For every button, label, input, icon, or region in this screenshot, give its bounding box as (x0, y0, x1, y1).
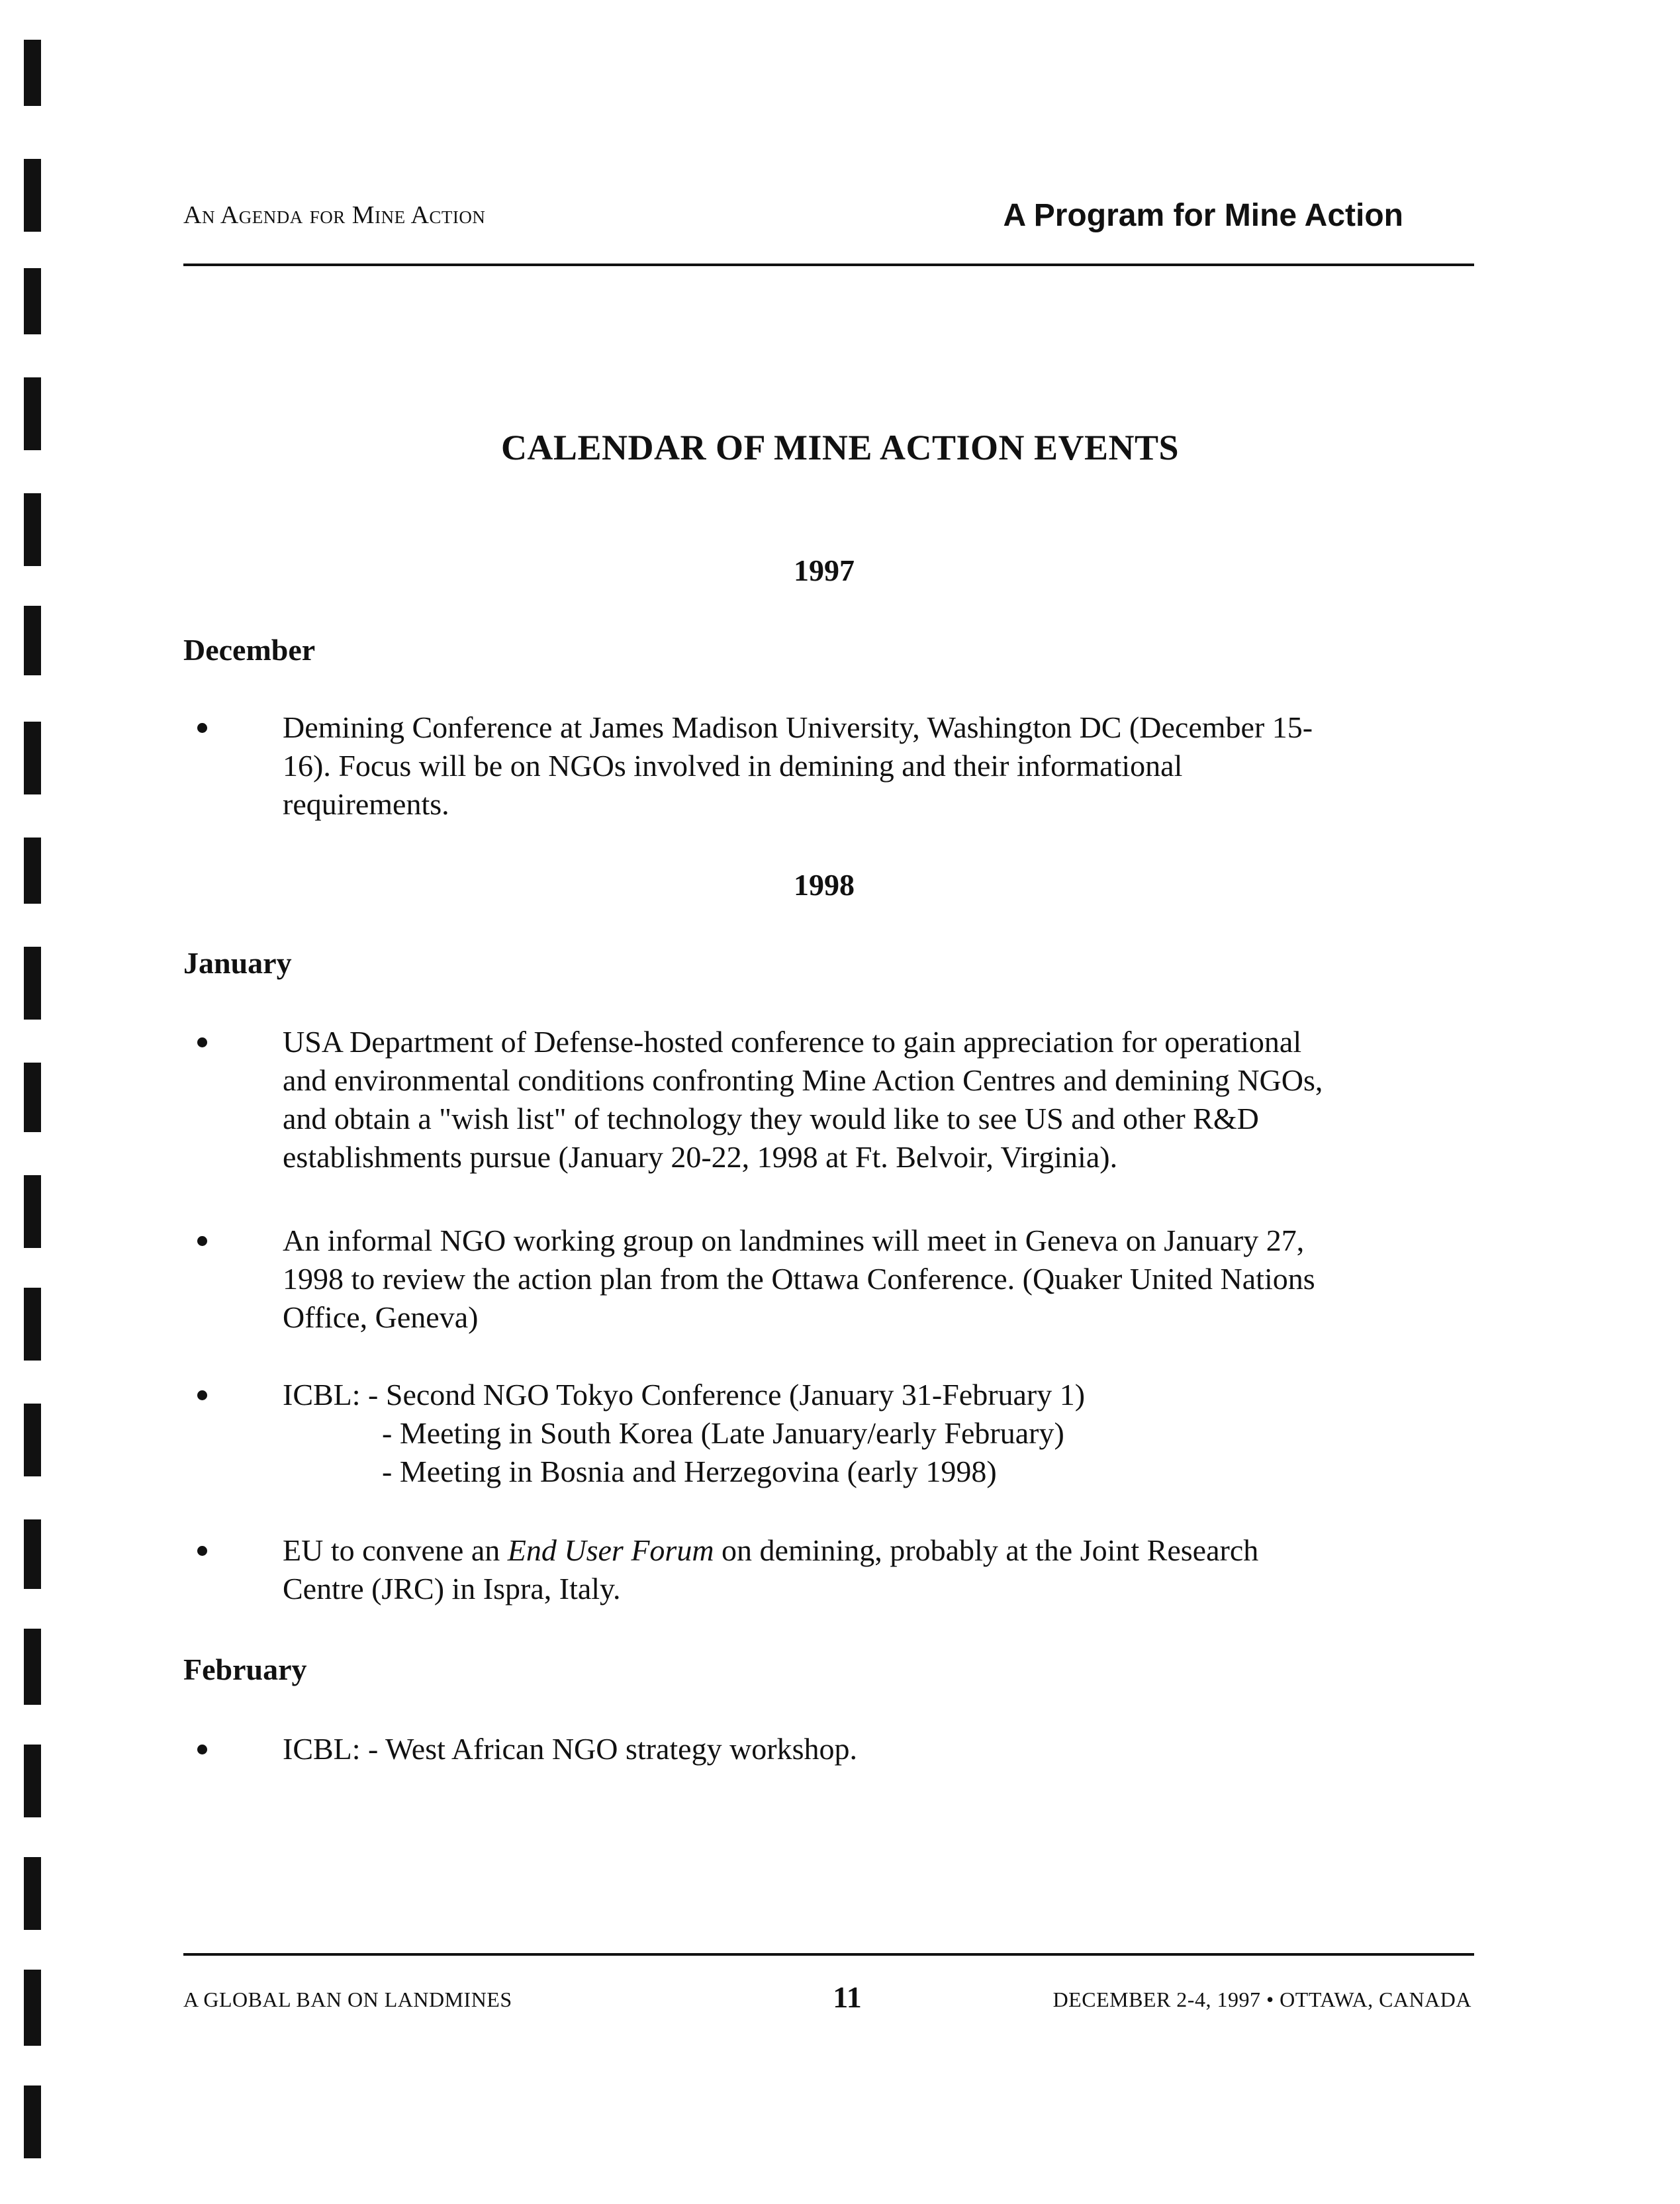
event-line: Centre (JRC) in Ispra, Italy. (283, 1572, 621, 1605)
year-heading-1997: 1997 (794, 553, 855, 587)
event-line: - Meeting in Bosnia and Herzegovina (early 1998) (382, 1455, 997, 1488)
binder-mark (24, 722, 41, 794)
running-header-left: An Agenda for Mine Action (183, 201, 486, 229)
bullet-dot (197, 1037, 207, 1047)
bullet-dot (197, 1745, 207, 1754)
bullet-dot (197, 1390, 207, 1400)
binder-mark (24, 1404, 41, 1476)
event-line: Demining Conference at James Madison University, Washington DC (December 15- (283, 710, 1313, 744)
month-heading-january: January (183, 946, 292, 980)
event-line: 1998 to review the action plan from the Ottawa Conference. (Quaker United Nations (283, 1262, 1315, 1296)
event-line: and environmental conditions confronting Mine Action Centres and demining NGOs, (283, 1063, 1323, 1097)
event-item-icbl-january (283, 1376, 1461, 1491)
event-emphasis: End User Forum (507, 1533, 714, 1567)
event-line (283, 1531, 1461, 1570)
event-item-icbl-february (283, 1730, 1461, 1768)
event-line: ICBL: - West African NGO strategy workshop. (283, 1732, 858, 1766)
binder-mark (24, 1970, 41, 2046)
event-line: An informal NGO working group on landmines will meet in Geneva on January 27, (283, 1223, 1305, 1257)
binder-mark (24, 268, 41, 334)
month-heading-february: February (183, 1653, 307, 1686)
footer-right: DECEMBER 2-4, 1997 • OTTAWA, CANADA (1052, 1988, 1471, 2011)
event-line: and obtain a "wish list" of technology they would like to see US and other R&D (283, 1102, 1259, 1135)
bullet-dot (197, 1546, 207, 1556)
event-item-dod-conference (283, 1023, 1461, 1176)
binder-marks (24, 0, 50, 2204)
footer-rule (183, 1953, 1474, 1956)
binder-mark (24, 2085, 41, 2158)
binder-mark (24, 1063, 41, 1132)
binder-mark (24, 1519, 41, 1589)
event-text: on demining, probably at the Joint Research (714, 1533, 1259, 1567)
binder-mark (24, 1175, 41, 1248)
year-heading-1998: 1998 (794, 868, 855, 902)
running-header-right: A Program for Mine Action (1003, 198, 1403, 233)
event-line: USA Department of Defense-hosted conference to gain appreciation for operational (283, 1025, 1302, 1059)
binder-mark (24, 947, 41, 1020)
binder-mark (24, 1629, 41, 1705)
event-line: 16). Focus will be on NGOs involved in demining and their informational (283, 749, 1183, 783)
event-item-demining-conference (283, 708, 1461, 824)
event-line: ICBL: - Second NGO Tokyo Conference (January 31-February 1) (283, 1378, 1086, 1412)
event-line: requirements. (283, 787, 449, 821)
binder-mark (24, 1857, 41, 1930)
binder-mark (24, 1745, 41, 1817)
event-item-eu-end-user-forum (283, 1531, 1461, 1608)
event-line: - Meeting in South Korea (Late January/early February) (382, 1416, 1064, 1450)
bullet-dot (197, 723, 207, 733)
page-number: 11 (833, 1980, 862, 2014)
page-title: CALENDAR OF MINE ACTION EVENTS (500, 428, 1180, 467)
footer-left: A GLOBAL BAN ON LANDMINES (183, 1988, 512, 2011)
event-text: EU to convene an (283, 1533, 508, 1567)
event-line: establishments pursue (January 20-22, 1998 at Ft. Belvoir, Virginia). (283, 1140, 1118, 1174)
bullet-dot (197, 1236, 207, 1246)
binder-mark (24, 606, 41, 675)
binder-mark (24, 1288, 41, 1361)
event-line: Office, Geneva) (283, 1300, 479, 1334)
binder-mark (24, 40, 41, 106)
month-heading-december: December (183, 633, 316, 667)
header-rule (183, 264, 1474, 266)
binder-mark (24, 159, 41, 232)
event-item-ngo-working-group (283, 1222, 1461, 1337)
